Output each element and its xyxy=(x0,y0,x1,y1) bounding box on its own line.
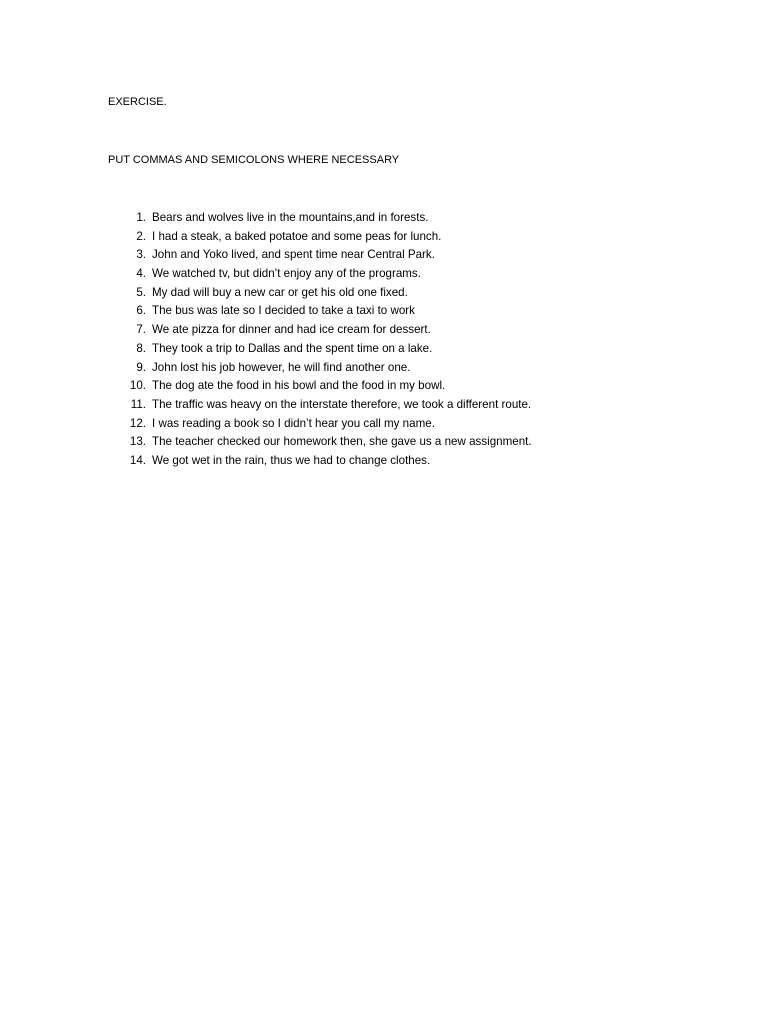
item-number: 1. xyxy=(136,211,146,224)
item-number: 14. xyxy=(129,453,146,467)
item-number: 2. xyxy=(136,229,146,243)
item-text: The teacher checked our homework then, she gave us a new assignment. xyxy=(152,435,532,449)
item-text: John lost his job however, he will find another one. xyxy=(152,360,411,374)
item-text: The bus was late so I decided to take a taxi to work xyxy=(152,304,415,318)
item-text: The dog ate the food in his bowl and the food in my bowl. xyxy=(152,379,446,393)
exercise-heading: EXERCISE. xyxy=(108,96,167,108)
item-text: We ate pizza for dinner and had ice cream for dessert. xyxy=(152,323,431,337)
item-text: My dad will buy a new car or get his old one fixed. xyxy=(152,285,408,299)
item-text: I was reading a book so I didn’t hear you call my name. xyxy=(152,416,435,430)
instruction-heading: PUT COMMAS AND SEMICOLONS WHERE NECESSARY xyxy=(108,154,400,166)
item-text: John and Yoko lived, and spent time near Central Park. xyxy=(152,248,435,262)
item-number: 6. xyxy=(136,304,146,318)
item-text: We got wet in the rain, thus we had to change clothes. xyxy=(152,453,431,467)
item-number: 10. xyxy=(129,379,146,393)
item-number: 7. xyxy=(136,323,146,337)
item-number: 8. xyxy=(136,341,146,355)
item-text: I had a steak, a baked potatoe and some peas for lunch. xyxy=(152,229,442,243)
item-text: They took a trip to Dallas and the spent time on a lake. xyxy=(152,341,433,355)
item-number: 4. xyxy=(136,267,146,281)
item-number: 12. xyxy=(129,416,146,430)
item-text: The traffic was heavy on the interstate therefore, we took a different route. xyxy=(152,397,532,411)
item-number: 13. xyxy=(129,435,146,449)
item-number: 11. xyxy=(130,397,146,411)
item-number: 9. xyxy=(136,360,146,374)
item-number: 5. xyxy=(136,285,146,299)
item-number: 3. xyxy=(136,248,146,262)
item-text: Bears and wolves live in the mountains,and in forests. xyxy=(152,211,429,224)
item-text: We watched tv, but didn’t enjoy any of the programs. xyxy=(152,267,421,281)
